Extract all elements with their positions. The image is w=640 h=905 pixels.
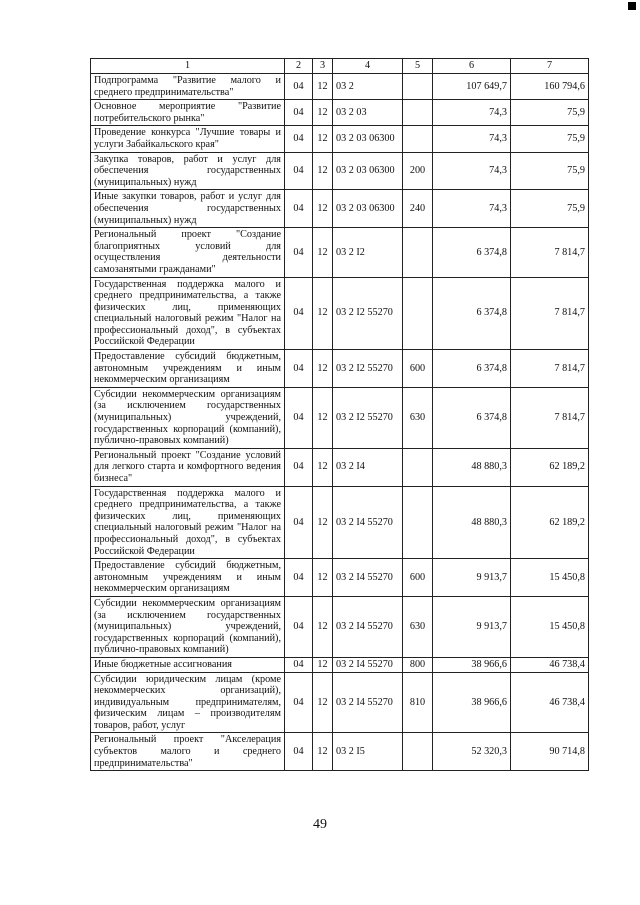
table-row bbox=[91, 277, 589, 350]
subsection-cell: 12 bbox=[313, 733, 333, 771]
table-row bbox=[91, 350, 589, 388]
subsection-cell: 12 bbox=[313, 126, 333, 152]
expense-type-cell bbox=[403, 126, 433, 152]
subsection-cell: 12 bbox=[313, 190, 333, 228]
table-row bbox=[91, 448, 589, 486]
target-code-cell: 03 2 I4 55270 bbox=[333, 672, 403, 733]
target-code-cell: 03 2 I4 bbox=[333, 448, 403, 486]
section-cell: 04 bbox=[285, 448, 313, 486]
amount-col7-cell: 75,9 bbox=[511, 190, 589, 228]
item-name-cell: Субсидии некоммерческим организациям (за исключением государственных (муниципальных) учреждений, государственных корпораций (компаний), публично-правовых компаний) bbox=[91, 596, 285, 657]
target-code-cell: 03 2 I5 bbox=[333, 733, 403, 771]
header-cell: 1 bbox=[91, 59, 285, 74]
target-code-cell: 03 2 I4 55270 bbox=[333, 596, 403, 657]
expense-type-cell: 800 bbox=[403, 657, 433, 672]
amount-col7-cell: 75,9 bbox=[511, 152, 589, 190]
amount-col6-cell: 38 966,6 bbox=[433, 657, 511, 672]
amount-col6-cell: 48 880,3 bbox=[433, 486, 511, 559]
amount-col6-cell: 6 374,8 bbox=[433, 277, 511, 350]
header-cell: 5 bbox=[403, 59, 433, 74]
header-cell: 4 bbox=[333, 59, 403, 74]
subsection-cell: 12 bbox=[313, 448, 333, 486]
expense-type-cell bbox=[403, 277, 433, 350]
target-code-cell: 03 2 03 06300 bbox=[333, 126, 403, 152]
subsection-cell: 12 bbox=[313, 559, 333, 597]
subsection-cell: 12 bbox=[313, 100, 333, 126]
table-row bbox=[91, 100, 589, 126]
amount-col7-cell: 90 714,8 bbox=[511, 733, 589, 771]
section-cell: 04 bbox=[285, 559, 313, 597]
amount-col6-cell: 9 913,7 bbox=[433, 559, 511, 597]
table-row bbox=[91, 657, 589, 672]
section-cell: 04 bbox=[285, 657, 313, 672]
target-code-cell: 03 2 I4 55270 bbox=[333, 657, 403, 672]
header-cell: 7 bbox=[511, 59, 589, 74]
section-cell: 04 bbox=[285, 74, 313, 100]
section-cell: 04 bbox=[285, 486, 313, 559]
expense-type-cell: 630 bbox=[403, 596, 433, 657]
amount-col6-cell: 6 374,8 bbox=[433, 387, 511, 448]
item-name-cell: Государственная поддержка малого и среднего предпринимательства, а также физических лиц, применяющих специальный налоговый режим "Налог на профессиональный доход", в субъектах Российской Федерации bbox=[91, 486, 285, 559]
table-row bbox=[91, 672, 589, 733]
expense-type-cell: 200 bbox=[403, 152, 433, 190]
amount-col7-cell: 75,9 bbox=[511, 126, 589, 152]
amount-col6-cell: 74,3 bbox=[433, 190, 511, 228]
amount-col7-cell: 62 189,2 bbox=[511, 448, 589, 486]
header-cell: 6 bbox=[433, 59, 511, 74]
table-body bbox=[91, 74, 589, 771]
target-code-cell: 03 2 I2 55270 bbox=[333, 387, 403, 448]
amount-col7-cell: 46 738,4 bbox=[511, 672, 589, 733]
amount-col7-cell: 7 814,7 bbox=[511, 387, 589, 448]
amount-col6-cell: 6 374,8 bbox=[433, 228, 511, 277]
page-number: 49 bbox=[313, 817, 327, 832]
header-row bbox=[91, 59, 589, 74]
target-code-cell: 03 2 I2 55270 bbox=[333, 350, 403, 388]
amount-col6-cell: 6 374,8 bbox=[433, 350, 511, 388]
item-name-cell: Предоставление субсидий бюджетным, автономным учреждениям и иным некоммерческим организациям bbox=[91, 559, 285, 597]
header-cell: 2 bbox=[285, 59, 313, 74]
amount-col7-cell: 160 794,6 bbox=[511, 74, 589, 100]
expense-type-cell: 810 bbox=[403, 672, 433, 733]
amount-col7-cell: 62 189,2 bbox=[511, 486, 589, 559]
amount-col7-cell: 7 814,7 bbox=[511, 277, 589, 350]
subsection-cell: 12 bbox=[313, 228, 333, 277]
section-cell: 04 bbox=[285, 100, 313, 126]
item-name-cell: Государственная поддержка малого и среднего предпринимательства, а также физических лиц, применяющих специальный налоговый режим "Налог на профессиональный доход", в субъектах Российской Федерации bbox=[91, 277, 285, 350]
item-name-cell: Субсидии некоммерческим организациям (за исключением государственных (муниципальных) учреждений, государственных корпораций (компаний), публично-правовых компаний) bbox=[91, 387, 285, 448]
item-name-cell: Субсидии юридическим лицам (кроме некоммерческих организаций), индивидуальным предпринимателям, физическим лицам – производителям товаров, работ, услуг bbox=[91, 672, 285, 733]
item-name-cell: Подпрограмма "Развитие малого и среднего предпринимательства" bbox=[91, 74, 285, 100]
header-cell: 3 bbox=[313, 59, 333, 74]
target-code-cell: 03 2 I2 bbox=[333, 228, 403, 277]
section-cell: 04 bbox=[285, 277, 313, 350]
target-code-cell: 03 2 03 bbox=[333, 100, 403, 126]
subsection-cell: 12 bbox=[313, 596, 333, 657]
item-name-cell: Региональный проект "Создание благоприятных условий для осуществления деятельности самозанятыми гражданами" bbox=[91, 228, 285, 277]
expense-type-cell bbox=[403, 733, 433, 771]
item-name-cell: Региональный проект "Создание условий для легкого старта и комфортного ведения бизнеса" bbox=[91, 448, 285, 486]
section-cell: 04 bbox=[285, 672, 313, 733]
table-row bbox=[91, 559, 589, 597]
table-row bbox=[91, 126, 589, 152]
target-code-cell: 03 2 bbox=[333, 74, 403, 100]
section-cell: 04 bbox=[285, 228, 313, 277]
table-row bbox=[91, 387, 589, 448]
item-name-cell: Основное мероприятие "Развитие потребительского рынка" bbox=[91, 100, 285, 126]
amount-col6-cell: 74,3 bbox=[433, 152, 511, 190]
item-name-cell: Проведение конкурса "Лучшие товары и услуги Забайкальского края" bbox=[91, 126, 285, 152]
budget-table bbox=[90, 58, 589, 771]
subsection-cell: 12 bbox=[313, 486, 333, 559]
expense-type-cell: 600 bbox=[403, 559, 433, 597]
section-cell: 04 bbox=[285, 350, 313, 388]
table-row bbox=[91, 228, 589, 277]
subsection-cell: 12 bbox=[313, 672, 333, 733]
target-code-cell: 03 2 I4 55270 bbox=[333, 486, 403, 559]
amount-col6-cell: 9 913,7 bbox=[433, 596, 511, 657]
subsection-cell: 12 bbox=[313, 152, 333, 190]
amount-col7-cell: 15 450,8 bbox=[511, 559, 589, 597]
subsection-cell: 12 bbox=[313, 350, 333, 388]
amount-col7-cell: 15 450,8 bbox=[511, 596, 589, 657]
expense-type-cell bbox=[403, 448, 433, 486]
amount-col7-cell: 7 814,7 bbox=[511, 228, 589, 277]
section-cell: 04 bbox=[285, 596, 313, 657]
table-row bbox=[91, 190, 589, 228]
amount-col6-cell: 107 649,7 bbox=[433, 74, 511, 100]
subsection-cell: 12 bbox=[313, 657, 333, 672]
expense-type-cell bbox=[403, 486, 433, 559]
subsection-cell: 12 bbox=[313, 387, 333, 448]
item-name-cell: Закупка товаров, работ и услуг для обеспечения государственных (муниципальных) нужд bbox=[91, 152, 285, 190]
subsection-cell: 12 bbox=[313, 74, 333, 100]
section-cell: 04 bbox=[285, 190, 313, 228]
table-row bbox=[91, 596, 589, 657]
expense-type-cell bbox=[403, 100, 433, 126]
expense-type-cell bbox=[403, 228, 433, 277]
amount-col6-cell: 38 966,6 bbox=[433, 672, 511, 733]
item-name-cell: Предоставление субсидий бюджетным, автономным учреждениям и иным некоммерческим организациям bbox=[91, 350, 285, 388]
table-row bbox=[91, 486, 589, 559]
amount-col6-cell: 52 320,3 bbox=[433, 733, 511, 771]
target-code-cell: 03 2 03 06300 bbox=[333, 190, 403, 228]
amount-col6-cell: 74,3 bbox=[433, 126, 511, 152]
target-code-cell: 03 2 03 06300 bbox=[333, 152, 403, 190]
amount-col6-cell: 74,3 bbox=[433, 100, 511, 126]
corner-mark bbox=[628, 2, 636, 10]
table-row bbox=[91, 152, 589, 190]
item-name-cell: Иные закупки товаров, работ и услуг для обеспечения государственных (муниципальных) нужд bbox=[91, 190, 285, 228]
section-cell: 04 bbox=[285, 152, 313, 190]
item-name-cell: Региональный проект "Акселерация субъектов малого и среднего предпринимательства" bbox=[91, 733, 285, 771]
amount-col7-cell: 75,9 bbox=[511, 100, 589, 126]
section-cell: 04 bbox=[285, 733, 313, 771]
table-row bbox=[91, 74, 589, 100]
amount-col6-cell: 48 880,3 bbox=[433, 448, 511, 486]
table-row bbox=[91, 733, 589, 771]
section-cell: 04 bbox=[285, 126, 313, 152]
amount-col7-cell: 7 814,7 bbox=[511, 350, 589, 388]
target-code-cell: 03 2 I4 55270 bbox=[333, 559, 403, 597]
subsection-cell: 12 bbox=[313, 277, 333, 350]
target-code-cell: 03 2 I2 55270 bbox=[333, 277, 403, 350]
expense-type-cell bbox=[403, 74, 433, 100]
section-cell: 04 bbox=[285, 387, 313, 448]
item-name-cell: Иные бюджетные ассигнования bbox=[91, 657, 285, 672]
expense-type-cell: 240 bbox=[403, 190, 433, 228]
amount-col7-cell: 46 738,4 bbox=[511, 657, 589, 672]
expense-type-cell: 600 bbox=[403, 350, 433, 388]
expense-type-cell: 630 bbox=[403, 387, 433, 448]
